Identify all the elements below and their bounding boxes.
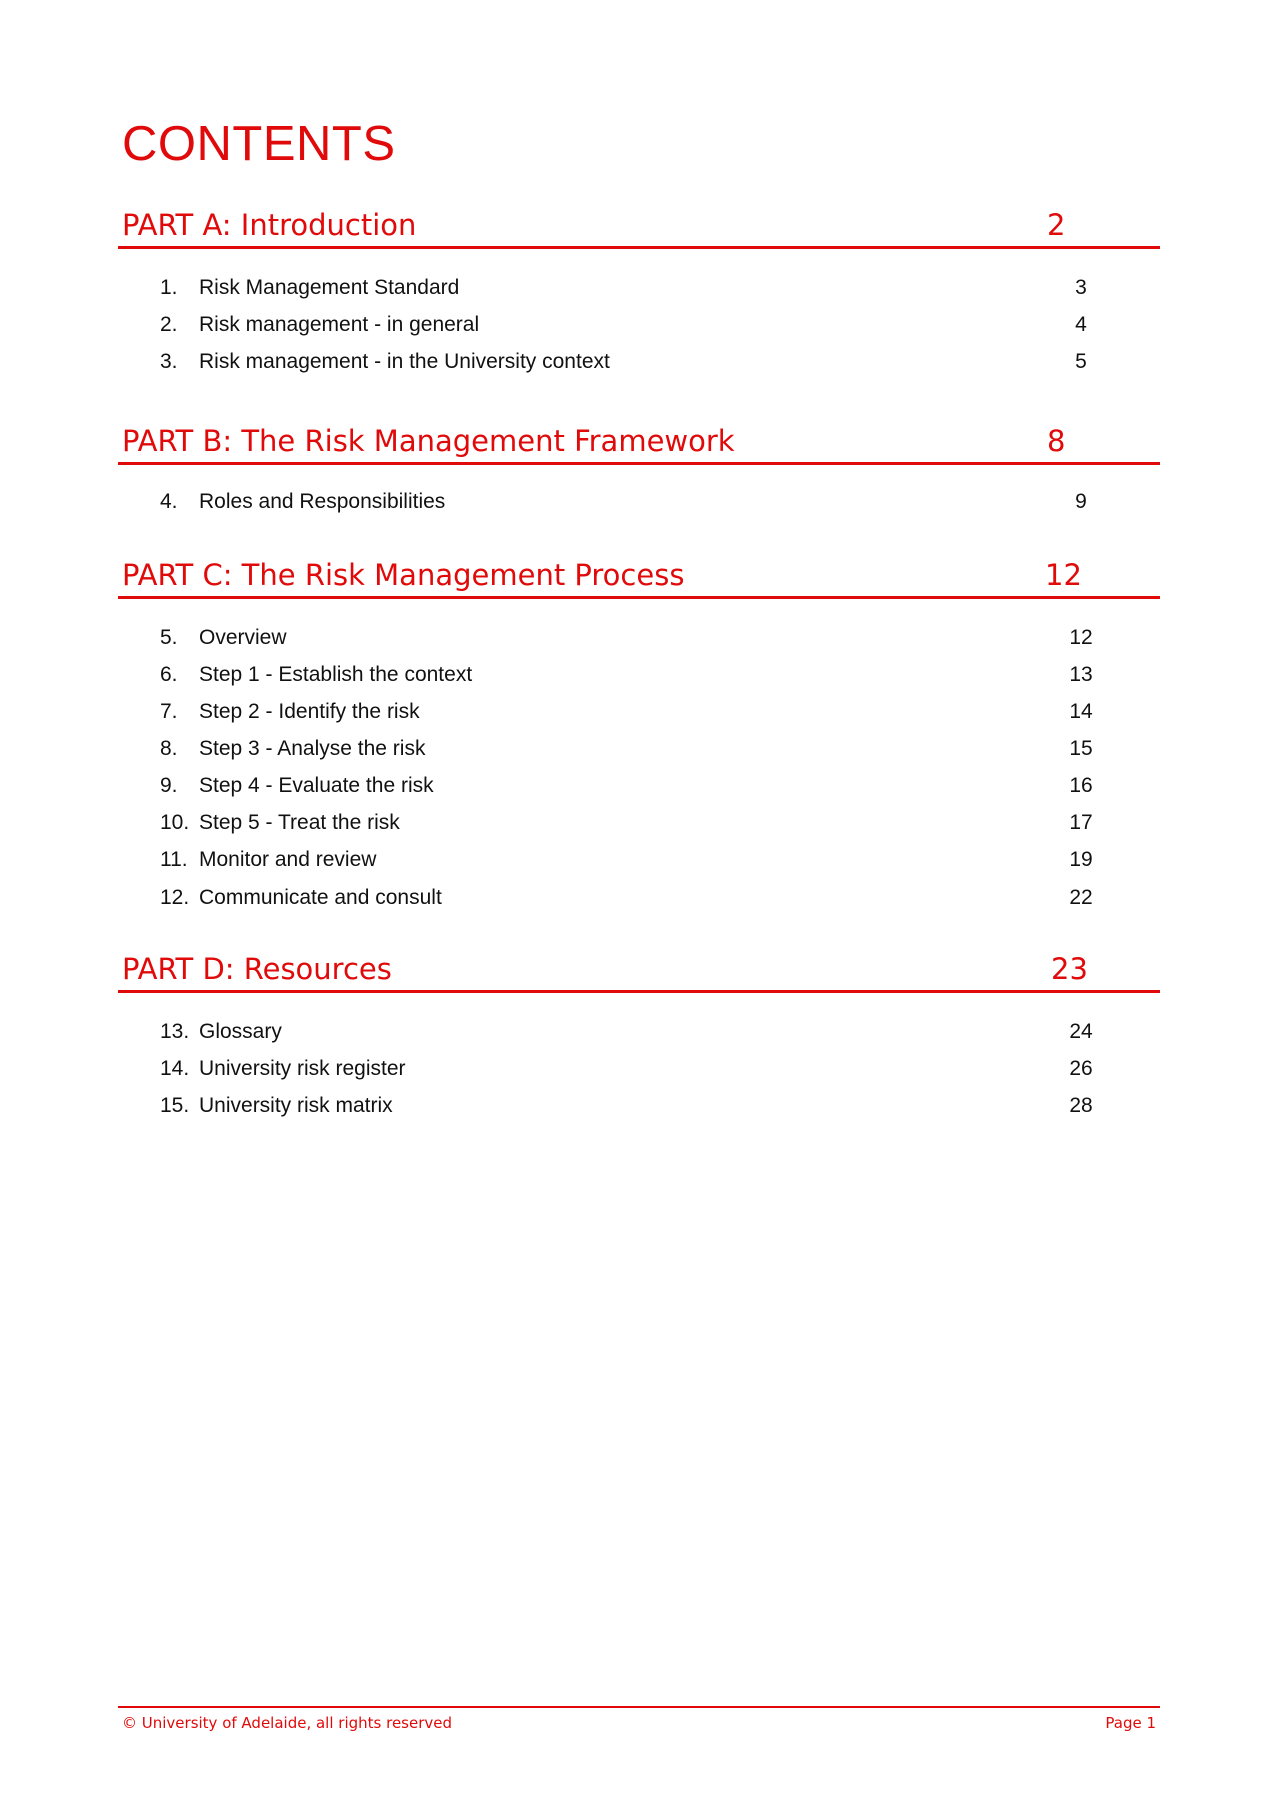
part-a-title: PART A: Introduction — [122, 208, 417, 242]
toc-entry-number: 12. — [160, 886, 190, 909]
toc-entry-number: 9. — [160, 774, 178, 797]
toc-entry-label: Step 3 - Analyse the risk — [199, 737, 426, 760]
part-c-section — [118, 550, 1160, 917]
toc-entry-number: 1. — [160, 276, 178, 299]
toc-entry-page: 4 — [1075, 313, 1087, 336]
toc-entry-number: 3. — [160, 350, 178, 373]
part-a-page: 2 — [1047, 208, 1066, 242]
toc-entry-page: 9 — [1075, 490, 1087, 513]
toc-entry[interactable] — [118, 1050, 1160, 1087]
toc-entry-label: Risk Management Standard — [199, 276, 460, 299]
toc-entry-page: 19 — [1069, 848, 1093, 871]
toc-entry-page: 22 — [1069, 886, 1093, 909]
part-d-header[interactable] — [118, 944, 1160, 993]
part-b-section — [118, 416, 1160, 520]
toc-entry-label: Step 4 - Evaluate the risk — [199, 774, 434, 797]
part-d-page: 23 — [1051, 952, 1088, 986]
part-a-section — [118, 200, 1160, 380]
toc-entry-label: University risk register — [199, 1057, 406, 1080]
part-c-title: PART C: The Risk Management Process — [122, 558, 685, 592]
toc-entry-label: Risk management - in general — [199, 313, 480, 336]
part-c-list — [118, 619, 1160, 917]
toc-entry[interactable] — [118, 306, 1160, 343]
toc-entry-page: 28 — [1069, 1094, 1093, 1117]
toc-entry-number: 6. — [160, 663, 178, 686]
footer-copyright: © University of Adelaide, all rights reserved — [122, 1714, 453, 1732]
part-c-header[interactable] — [118, 550, 1160, 599]
toc-entry-label: Monitor and review — [199, 848, 377, 871]
part-b-title: PART B: The Risk Management Framework — [122, 424, 735, 458]
toc-entry-number: 7. — [160, 700, 178, 723]
toc-entry-page: 13 — [1069, 663, 1093, 686]
toc-entry-number: 4. — [160, 490, 178, 513]
toc-entry-number: 10. — [160, 811, 190, 834]
toc-entry-label: Communicate and consult — [199, 886, 442, 909]
toc-entry-page: 26 — [1069, 1057, 1093, 1080]
toc-entry-label: Roles and Responsibilities — [199, 490, 446, 513]
toc-entry-label: University risk matrix — [199, 1094, 393, 1117]
part-b-header[interactable] — [118, 416, 1160, 465]
part-d-section — [118, 944, 1160, 1124]
toc-entry[interactable] — [118, 878, 1160, 917]
toc-entry-label: Overview — [199, 626, 287, 649]
toc-entry[interactable] — [118, 804, 1160, 841]
toc-entry[interactable] — [118, 619, 1160, 656]
toc-entry-label: Risk management - in the University context — [199, 350, 610, 373]
toc-entry-label: Step 1 - Establish the context — [199, 663, 473, 686]
part-a-list — [118, 269, 1160, 380]
toc-entry-number: 11. — [160, 848, 188, 871]
toc-entry[interactable] — [118, 1013, 1160, 1050]
toc-entry-number: 5. — [160, 626, 178, 649]
part-b-page: 8 — [1047, 424, 1066, 458]
toc-entry-number: 8. — [160, 737, 178, 760]
toc-entry[interactable] — [118, 656, 1160, 693]
toc-entry-page: 16 — [1069, 774, 1093, 797]
toc-entry-page: 17 — [1069, 811, 1093, 834]
toc-entry[interactable] — [118, 483, 1160, 520]
toc-entry[interactable] — [118, 693, 1160, 730]
toc-entry-label: Glossary — [199, 1020, 282, 1043]
toc-entry[interactable] — [118, 730, 1160, 767]
part-c-page: 12 — [1045, 558, 1082, 592]
toc-entry[interactable] — [118, 1087, 1160, 1124]
toc-entry-number: 13. — [160, 1020, 190, 1043]
toc-entry-page: 5 — [1075, 350, 1087, 373]
part-a-header[interactable] — [118, 200, 1160, 249]
toc-entry-label: Step 2 - Identify the risk — [199, 700, 420, 723]
page-footer — [118, 1706, 1160, 1738]
toc-entry-page: 24 — [1069, 1020, 1093, 1043]
part-d-title: PART D: Resources — [122, 952, 392, 986]
toc-entry[interactable] — [118, 767, 1160, 804]
toc-entry-page: 15 — [1069, 737, 1093, 760]
toc-entry-number: 14. — [160, 1057, 190, 1080]
toc-entry[interactable] — [118, 269, 1160, 306]
toc-entry-page: 14 — [1069, 700, 1093, 723]
footer-page-number: Page 1 — [1105, 1714, 1156, 1732]
toc-entry-number: 15. — [160, 1094, 190, 1117]
toc-entry[interactable] — [118, 343, 1160, 380]
toc-entry-label: Step 5 - Treat the risk — [199, 811, 400, 834]
page-title: CONTENTS — [122, 117, 396, 171]
part-d-list — [118, 1013, 1160, 1124]
toc-entry-page: 3 — [1075, 276, 1087, 299]
toc-entry-number: 2. — [160, 313, 178, 336]
part-b-list — [118, 483, 1160, 520]
toc-entry[interactable] — [118, 841, 1160, 878]
toc-entry-page: 12 — [1069, 626, 1093, 649]
